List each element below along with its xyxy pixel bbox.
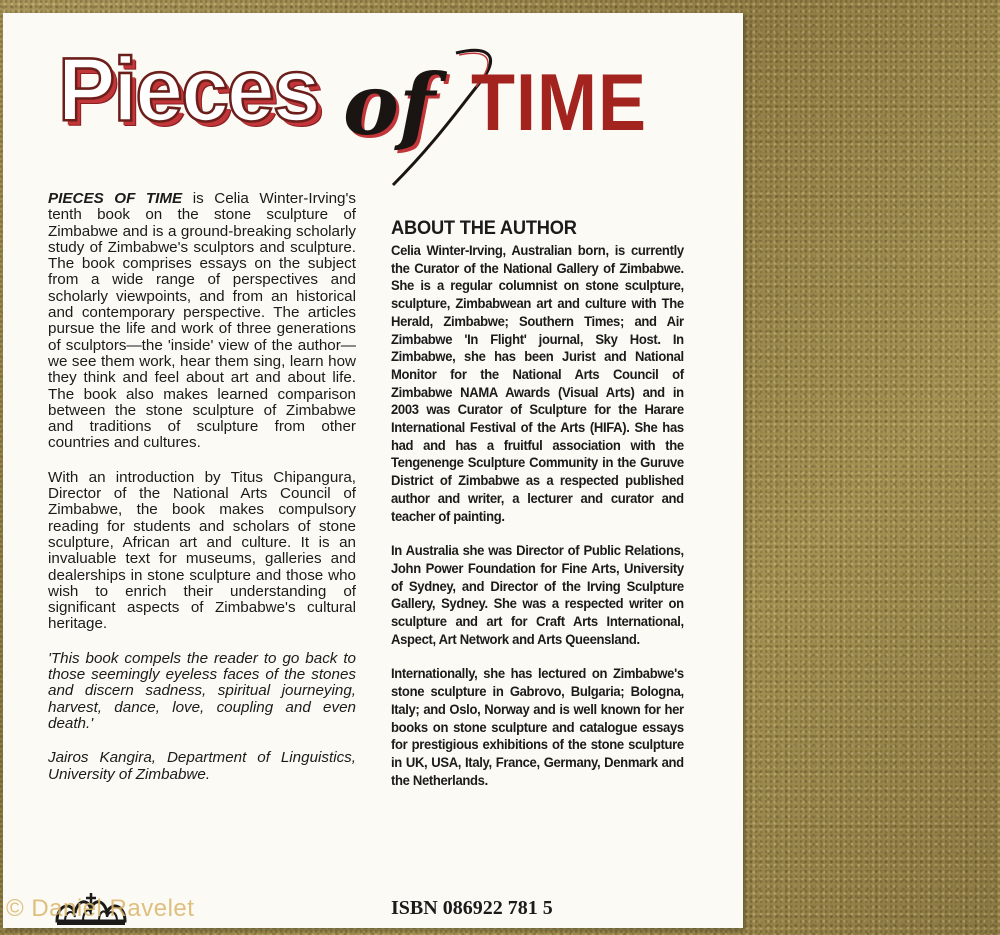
title-pieces: Pieces <box>58 39 319 141</box>
book-description <box>48 191 356 801</box>
description-body: is Celia Winter-Irving's tenth book on the stone sculpture of Zimbabwe and is a ground-breaking scholarly study of Zimbabwe's sculptors and sculpture. The book comprises essays on the subject from a wide range of perspectives and scholarly viewpoints, and from an historical and contemporary perspective. The articles pursue the life and work of three generations of sculptors—the 'inside' view of the author—we see them work, hear them sing, learn how they think and feel about art and about life. The book also makes learned comparison between the stone sculpture of Zimbabwe and traditions of sculpture from other countries and cultures. <box>48 190 356 452</box>
description-lead: PIECES OF TIME <box>48 190 183 207</box>
author-paragraph-2: In Australia she was Director of Public Relations, John Power Foundation for Fine Arts, University of Sydney, and Director of the Irving Sculpture Gallery, Sydney. She was a respected writer on sculpture and art for Craft Arts International, Aspect, Art Network and Arts Queensland. <box>391 543 684 647</box>
quote-attribution: Jairos Kangira, Department of Linguistics, University of Zimbabwe. <box>48 749 356 783</box>
isbn-number: ISBN 086922 781 5 <box>391 897 553 919</box>
title-of: of <box>343 55 436 154</box>
review-quote: 'This book compels the reader to go back to those seemingly eyeless faces of the stones and discern sadness, spiritual journeying, harvest, dance, love, coupling and even death.' <box>48 649 356 732</box>
description-paragraph-1 <box>48 191 356 452</box>
copyright-watermark: © Daniel Ravelet <box>6 895 195 922</box>
about-author-heading: ABOUT THE AUTHOR <box>391 218 577 239</box>
author-paragraph-3: Internationally, she has lectured on Zimbabwe's stone sculpture in Gabrovo, Bulgaria; Bologna, Italy; and Oslo, Norway and is well known for her books on stone sculpture and catalogue essays for prestigious exhibitions of the stone sculpture in UK, USA, Italy, France, Germany, Denmark and the Netherlands. <box>391 666 684 788</box>
author-paragraph-1: Celia Winter-Irving, Australian born, is currently the Curator of the National Gallery of Zimbabwe. She is a regular columnist on stone sculpture, sculpture, Zimbabwean art and culture with The Herald, Zimbabwe; Southern Times; and Air Zimbabwe 'In Flight' journal, Sky Host. In Zimbabwe, she has been Jurist and National Monitor for the National Arts Council of Zimbabwe NAMA Awards (Visual Arts) and in 2003 was Curator of Sculpture for the Harare International Festival of the Arts (HIFA). She has had and has a fruitful association with the Tengenenge Sculpture Community in the Guruve District of Zimbabwe as a respected published author and writer, a lecturer and curator and teacher of painting. <box>391 243 684 524</box>
title-time: TIME <box>471 58 647 149</box>
book-title <box>58 39 698 185</box>
description-paragraph-2: With an introduction by Titus Chipangura, Director of the National Arts Council of Zimbabwe, the book makes compulsory reading for students and scholars of stone sculpture, African art and culture. It is an invaluable text for museums, galleries and dealerships in stone sculpture and those who wish to enrich their understanding of significant aspects of Zimbabwe's cultural heritage. <box>48 468 356 633</box>
book-back-cover <box>3 13 743 928</box>
about-author-section <box>391 218 684 806</box>
